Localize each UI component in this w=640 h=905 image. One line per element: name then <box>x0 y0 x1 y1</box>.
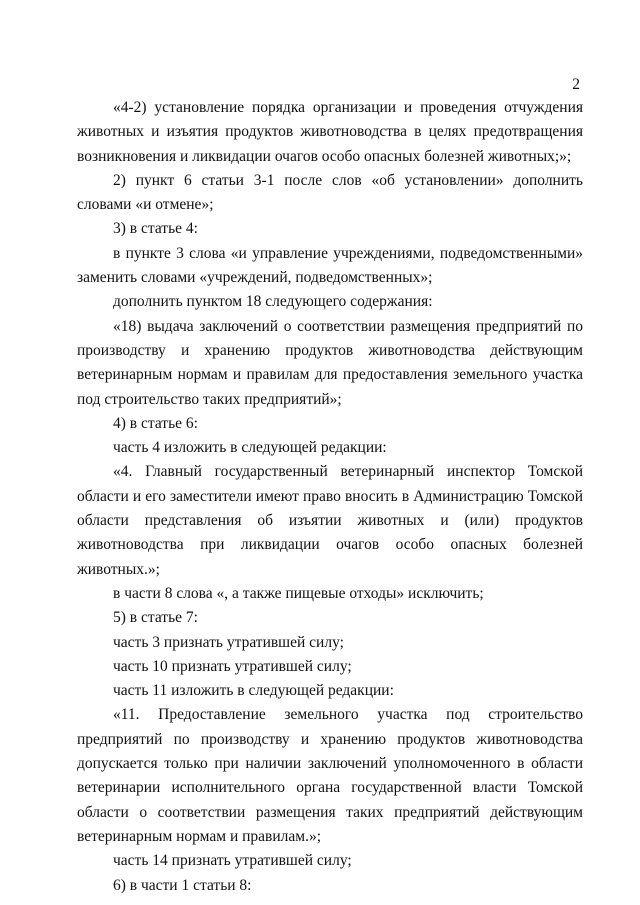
paragraph: часть 3 признать утратившей силу; <box>113 633 344 651</box>
paragraph: «4-2) установление порядка организации и проведения отчуждения животных и изъятия продуктов животноводства в целях предотвращения возникновения и ликвидации очагов особо опасных болезней животных;»; <box>77 99 583 165</box>
paragraph: часть 4 изложить в следующей редакции: <box>113 439 387 457</box>
paragraph: «11. Предоставление земельного участка под строительство предприятий по производству и хранению продуктов животноводства допускается только при наличии заключений уполномоченного в области ветеринарии исполнительного органа государственной власти Томской области о соответствии размещения таких предприятий действующим ветеринарным нормам и правилам.»; <box>77 706 583 845</box>
paragraph: часть 11 изложить в следующей редакции: <box>113 682 394 700</box>
paragraph: в части 8 слова «, а также пищевые отходы» исключить; <box>113 584 484 602</box>
paragraph: 6) в части 1 статьи 8: <box>113 876 252 894</box>
document-body <box>77 96 583 898</box>
paragraph: дополнить пунктом 18 следующего содержания: <box>113 293 433 311</box>
paragraph: 4) в статье 6: <box>113 414 198 432</box>
paragraph: «18) выдача заключений о соответствии размещения предприятий по производству и хранению продуктов животноводства действующим ветеринарным нормам и правилам для предоставления земельного участка под строительство таких предприятий»; <box>77 317 583 408</box>
paragraph: «4. Главный государственный ветеринарный инспектор Томской области и его заместители имеют право вносить в Администрацию Томской области представления об изъятии животных и (или) продуктов животноводства при ликвидации очагов особо опасных болезней животных.»; <box>77 463 583 578</box>
page-number: 2 <box>572 76 580 93</box>
paragraph: 5) в статье 7: <box>113 609 198 627</box>
paragraph: в пункте 3 слова «и управление учреждениями, подведомственными» заменить словами «учреждений, подведомственных»; <box>77 244 583 287</box>
paragraph: часть 14 признать утратившей силу; <box>113 852 352 870</box>
paragraph: 3) в статье 4: <box>113 220 198 238</box>
paragraph: часть 10 признать утратившей силу; <box>113 657 352 675</box>
paragraph: 2) пункт 6 статьи 3-1 после слов «об установлении» дополнить словами «и отмене»; <box>77 171 583 214</box>
